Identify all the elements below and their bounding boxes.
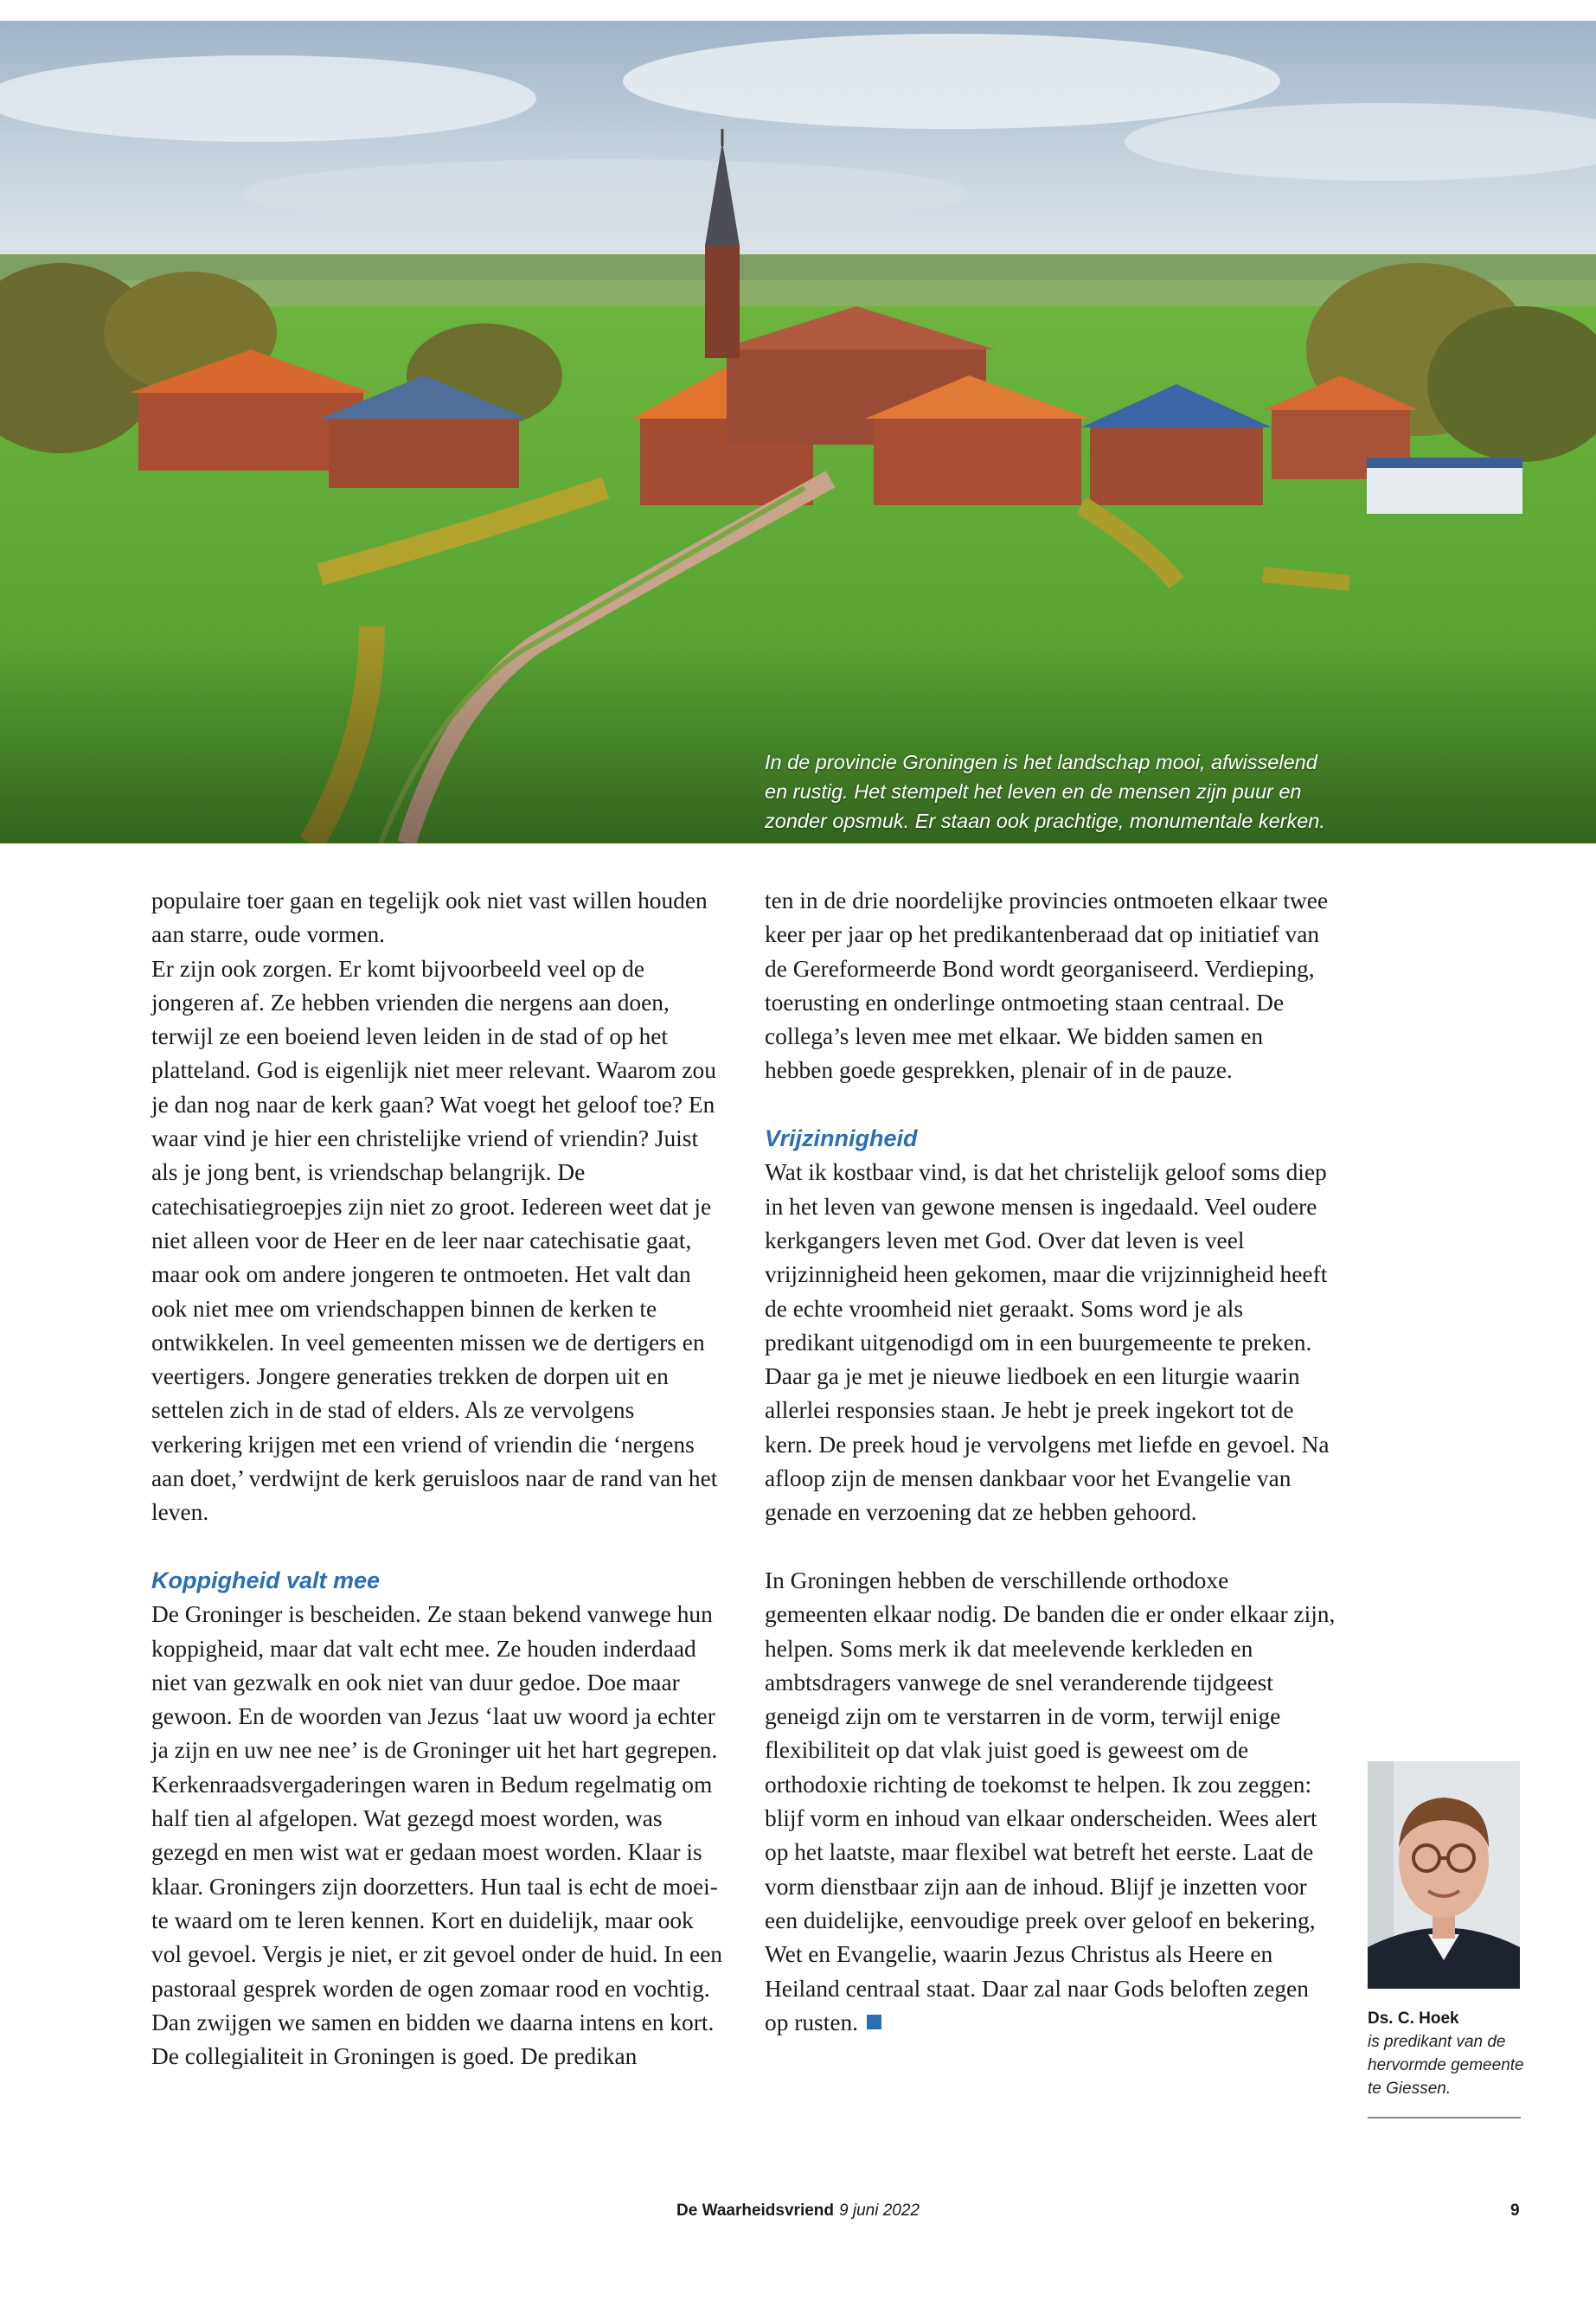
magazine-name: De Waarheidsvriend [676, 2202, 834, 2220]
paragraph: populaire toer gaan en tegelijk ook niet vast willen houden aan starre, oude vormen. [151, 888, 708, 948]
paragraph: Er zijn ook zorgen. Er komt bijvoorbeeld veel op de jongeren af. Ze hebben vrienden die nergens aan doen, terwijl ze een boeiend leven leiden in de stad of op het platteland. God is eigenlijk niet meer relevant. Waarom zou je dan nog naar de kerk gaan? Wat voegt het geloof toe? En waar vind je hier een christelijke vriend of vriendin? Juist als je jong bent, is vriendschap belangrijk. De catechisatiegroepjes zijn niet zo groot. Iedereen weet dat je niet alleen voor de Heer en de leer naar catechisatie gaat, maar ook om andere jongeren te ontmoeten. Het valt dan ook niet mee om vriendschappen binnen de kerken te ontwikkelen. In veel gemeenten missen we de dertigers en veertigers. Jongere generaties trekken de dorpen uit en settelen zich in de stad of elders. Als ze vervolgens verkering krijgen met een vriend of vriendin die ‘nergens aan doet,’ verdwijnt de kerk geruisloos naar de rand van het leven. [151, 955, 718, 1526]
paragraph: ten in de drie noordelijke provincies ontmoeten elkaar twee keer per jaar op het predikantenberaad dat op initiatief van de Gereformeerde Bond wordt georganiseerd. Verdieping, toerusting en onderlinge ontmoeting staan centraal. De collega’s leven mee met elkaar. We bidden samen en hebben goede gesprekken, plenair of in de pauze. [765, 888, 1329, 1084]
paragraph-final [765, 1564, 1336, 2040]
village-landscape-illustration [0, 21, 1596, 843]
author-divider [1368, 2117, 1521, 2118]
page-number: 9 [1510, 2202, 1520, 2220]
section-heading: Koppigheid valt mee [151, 1567, 381, 1593]
section-heading: Vrijzinnigheid [765, 1125, 918, 1152]
photo-caption: In de provincie Groningen is het landschap mooi, afwisselend en rustig. Het stempelt het leven en de mensen zijn puur en zonder opsmuk. Er staan ook prachtige, monumentale kerken. [765, 751, 1325, 832]
article-column-left [151, 884, 722, 2073]
paragraph-gap [151, 1530, 722, 1564]
hero-photo [0, 21, 1596, 843]
end-of-article-square-icon [867, 2015, 881, 2029]
paragraph: Wat ik kostbaar vind, is dat het christelijk geloof soms diep in het leven van gewone mensen is ingedaald. Veel oudere kerkgangers leven met God. Over dat leven is veel vrijzinnigheid heen gekomen, maar die vrijzinnigheid heeft de echte vroomheid niet geraakt. Soms word je als predikant uitgenodigd om in een buurgemeente te preken. Daar ga je met je nieuwe liedboek en een liturgie waarin allerlei responsies staan. Je hebt je preek ingekort tot de kern. De preek houd je vervolgens met liefde en gevoel. Na afloop zijn de mensen dankbaar voor het Evangelie van genade en verzoening dat ze hebben gehoord. [765, 1159, 1330, 1526]
issue-date: 9 juni 2022 [839, 2202, 920, 2220]
paragraph-gap [765, 1088, 1336, 1122]
paragraph: De Groninger is bescheiden. Ze staan bekend vanwege hun koppigheid, maar dat valt echt mee. Ze houden inderdaad niet van gezwalk en ook niet van duur gedoe. Doe maar gewoon. En de woorden van Jezus ‘laat uw woord ja echter ja zijn en uw nee nee’ is de Groninger uit het hart gegrepen. Kerkenraadsvergaderingen waren in Bedum regelmatig om half tien al afgelopen. Wat gezegd moest worden, was gezegd en men wist wat er gedaan moest worden. Klaar is klaar. Groningers zijn doorzetters. Hun taal is echt de moeite waard om te leren kennen. Kort en duidelijk, maar ook vol gevoel. Vergis je niet, er zit gevoel onder de huid. In een pastoraal gesprek worden de ogen zomaar rood en vochtig. Dan zwijgen we samen en bidden we daarna intens en kort. [151, 1601, 722, 2035]
paragraph: De collegialiteit in Groningen is goed. De predikan [151, 2043, 638, 2070]
author-credit [1368, 2007, 1541, 2100]
paragraph-final-text: In Groningen hebben de verschillende orthodoxe gemeenten elkaar nodig. De banden die er onder elkaar zijn, helpen. Soms merk ik dat meelevende kerkleden en ambtsdragers vanwege de snel veranderende tijdgeest geneigd zijn om te verstarren in de vorm, terwijl enige flexibiliteit op dat vlak juist goed is geweest om de orthodoxie richting de toekomst te helpen. Ik zou zeggen: blijf vorm en inhoud van elkaar onderscheiden. Wees alert op het laatste, maar flexibel wat betreft het eerste. Laat de vorm dienstbaar zijn aan de inhoud. Blijf je inzetten voor een duidelijke, eenvoudige preek over geloof en bekering, Wet en Evangelie, waarin Jezus Christus als Heere en Heiland centraal staat. Daar zal naar Gods beloften zegen op rusten. [765, 1567, 1336, 2035]
author-role: is predikant van de hervormde gemeente te Giessen. [1368, 2033, 1524, 2098]
paragraph-gap [765, 1530, 1336, 1564]
article-column-right [765, 884, 1336, 2040]
footer-publication [0, 2202, 1596, 2221]
author-portrait [1368, 1761, 1520, 1989]
author-portrait-illustration [1368, 1761, 1520, 1989]
author-name: Ds. C. Hoek [1368, 2009, 1459, 2028]
